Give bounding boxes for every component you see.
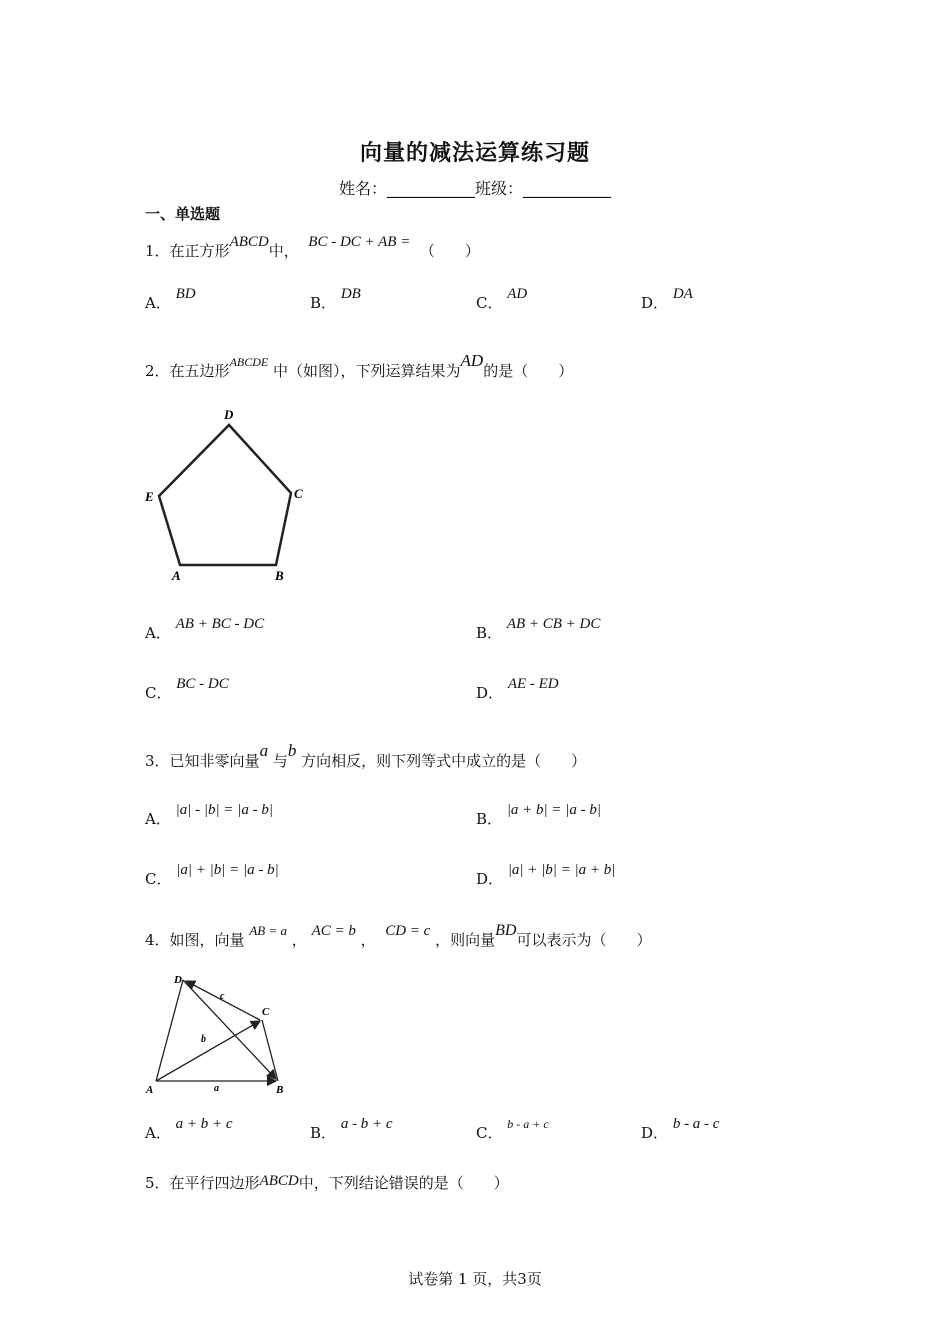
q2-option-d[interactable] (476, 676, 559, 703)
q2-target: AD (460, 351, 484, 370)
option-label: C． (145, 684, 172, 702)
q4-option-b[interactable] (310, 1116, 393, 1143)
question-1 (145, 234, 480, 261)
q2-text-pre: 在五边形 (169, 362, 230, 380)
q2-number: 2． (145, 362, 170, 380)
q1-shape: ABCD (229, 234, 269, 250)
option-value: AB + CB + DC (506, 616, 601, 632)
pentagon-shape (159, 425, 291, 565)
q1-option-b[interactable] (310, 286, 361, 313)
option-label: B． (476, 810, 503, 828)
q3-option-d[interactable] (476, 862, 616, 889)
question-4 (145, 922, 652, 950)
page-footer: 试卷第 1 页，共3页 (408, 1270, 542, 1288)
quad-label-a-vec: a (214, 1083, 219, 1094)
quad-label-a: A (146, 1084, 154, 1096)
edge-ad (156, 980, 183, 1081)
q2-text-post: 的是（ ） (483, 362, 574, 380)
q3-text-pre: 已知非零向量 (169, 752, 260, 770)
diagonal-db (183, 980, 276, 1079)
q1-expression: BC - DC + AB = (308, 234, 411, 250)
q1-text-pre: 在正方形 (169, 242, 230, 260)
name-label: 姓名： (338, 179, 387, 198)
q2-shape: ABCDE (229, 355, 269, 369)
q4-target: BD (495, 922, 517, 939)
option-label: D． (476, 684, 504, 702)
q1-text-mid: 中， (268, 242, 299, 260)
option-label: B． (476, 624, 503, 642)
class-blank[interactable]: ___________ (523, 179, 612, 198)
pentagon-figure (140, 405, 310, 590)
quad-label-c: C (262, 1006, 270, 1018)
q4-sep-1: ， (291, 931, 307, 949)
option-value: DB (340, 286, 361, 302)
q2-text-mid: 中（如图），下列运算结果为 (273, 362, 461, 380)
option-label: A． (145, 810, 171, 828)
option-value: a - b + c (340, 1116, 393, 1132)
option-value: a + b + c (175, 1116, 233, 1132)
option-label: D． (641, 1124, 669, 1142)
quad-label-b-vec: b (201, 1034, 206, 1045)
q2-option-b[interactable] (476, 616, 601, 643)
q3-vector-b: b (287, 741, 297, 760)
option-value: BD (175, 286, 196, 302)
q3-text-post: 方向相反，则下列等式中成立的是（ ） (301, 752, 587, 770)
pentagon-label-a: A (172, 568, 181, 583)
pentagon-label-c: C (294, 486, 303, 501)
q3-option-c[interactable] (145, 862, 279, 889)
option-value: AD (507, 286, 528, 302)
option-value: DA (672, 286, 693, 302)
pentagon-label-d: D (224, 407, 234, 422)
option-value: |a| - |b| = |a - b| (175, 802, 273, 818)
q4-expr-ab: AB = a (249, 923, 287, 938)
option-value: |a| + |b| = |a - b| (176, 862, 279, 878)
q5-text-pre: 在平行四边形 (169, 1174, 260, 1192)
q1-number: 1． (145, 242, 170, 260)
name-blank[interactable]: ___________ (387, 179, 475, 198)
pentagon-label-e: E (145, 489, 154, 504)
option-label: C． (476, 294, 503, 312)
option-label: C． (145, 870, 172, 888)
option-label: D． (476, 870, 504, 888)
q3-text-with: 与 (272, 752, 288, 770)
quad-label-d: D (174, 974, 182, 986)
q4-expr-cd: CD = c (385, 923, 431, 939)
q5-shape: ABCD (259, 1173, 299, 1189)
option-label: C． (476, 1124, 503, 1142)
section-heading: 一、单选题 (145, 205, 221, 223)
pentagon-label-b: B (275, 568, 284, 583)
vector-b (156, 1021, 260, 1081)
q1-option-a[interactable] (145, 286, 196, 313)
q4-option-a[interactable] (145, 1116, 233, 1143)
option-label: B． (310, 294, 337, 312)
q5-text-post: 中，下列结论错误的是（ ） (298, 1174, 509, 1192)
option-value: |a + b| = |a - b| (506, 802, 602, 818)
option-label: D． (641, 294, 669, 312)
option-value: BC - DC (176, 676, 229, 692)
q3-option-a[interactable] (145, 802, 273, 829)
q3-vector-a: a (259, 741, 269, 760)
class-label: 班级： (475, 179, 524, 198)
q4-number: 4． (145, 931, 170, 949)
q4-text-pre: 如图，向量 (169, 931, 245, 949)
option-label: A． (145, 1124, 171, 1142)
q5-number: 5． (145, 1174, 170, 1192)
question-2 (145, 351, 574, 381)
quad-label-c-vec: c (220, 991, 225, 1002)
q4-sep-2: ， (360, 931, 376, 949)
q4-option-d[interactable] (641, 1116, 720, 1143)
q4-option-c[interactable] (476, 1117, 549, 1143)
q1-option-c[interactable] (476, 286, 528, 313)
q4-expr-ac: AC = b (311, 923, 356, 939)
option-value: b - a + c (507, 1117, 549, 1131)
option-label: A． (145, 624, 171, 642)
q4-text-mid: ，则向量 (435, 931, 496, 949)
question-5 (145, 1172, 509, 1193)
page-title: 向量的减法运算练习题 (359, 141, 590, 166)
q3-option-b[interactable] (476, 802, 602, 829)
option-value: |a| + |b| = |a + b| (507, 862, 616, 878)
q3-number: 3． (145, 752, 170, 770)
q1-option-d[interactable] (641, 286, 693, 313)
option-value: b - a - c (672, 1116, 720, 1132)
option-value: AB + BC - DC (175, 616, 265, 632)
option-label: A． (145, 294, 171, 312)
quad-label-b: B (276, 1084, 284, 1096)
option-label: B． (310, 1124, 337, 1142)
q2-option-c[interactable] (145, 676, 229, 703)
option-value: AE - ED (507, 676, 559, 692)
quadrilateral-figure (140, 965, 300, 1100)
q4-text-post: 可以表示为（ ） (516, 931, 652, 949)
student-info-line (0, 176, 950, 199)
q2-option-a[interactable] (145, 616, 265, 643)
q1-paren: （ ） (419, 242, 480, 260)
question-3 (145, 741, 587, 771)
